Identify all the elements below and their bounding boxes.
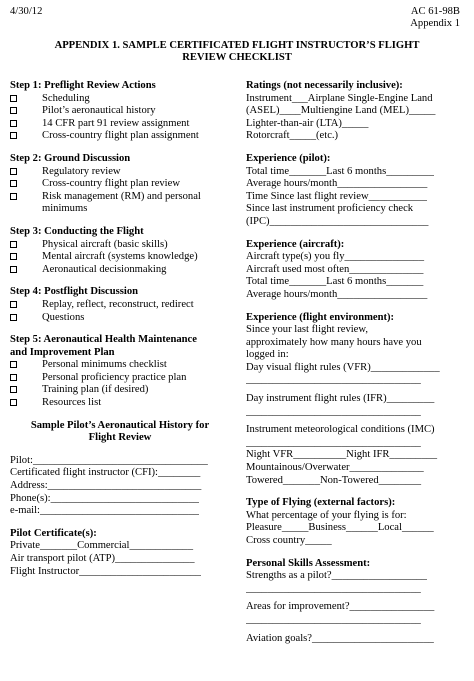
flying-type-heading: Type of Flying (external factors): (246, 497, 396, 509)
checklist-item[interactable]: Aeronautical decisionmaking (10, 264, 230, 277)
exp-env-heading: Experience (flight environment): (246, 311, 395, 323)
imc-field[interactable]: Instrument meteorological conditions (IMC) (246, 424, 435, 436)
history-title: Sample Pilot’s Aeronautical History for Flight Review (30, 419, 210, 444)
header-ref (410, 6, 460, 30)
aircraft-used-field[interactable]: Aircraft used most often______________ (246, 263, 424, 275)
checklist-item[interactable]: Questions (10, 312, 230, 325)
since-ipc-label: Since last instrument proficiency check (246, 203, 414, 215)
phone-field[interactable]: Phone(s):____________________________ (10, 492, 199, 504)
day-ifr-field[interactable]: Day instrument flight rules (IFR)_________ (246, 393, 435, 405)
env-intro: approximately how many hours have you (246, 336, 422, 348)
areas-field[interactable]: Areas for improvement?________________ (246, 601, 435, 613)
email-field[interactable]: e-mail:______________________________ (10, 505, 199, 517)
page-title-line-2: REVIEW CHECKLIST (182, 52, 292, 64)
checklist-item[interactable]: Cross-country flight plan review (10, 178, 230, 191)
checkbox-icon[interactable] (10, 361, 17, 368)
checkbox-icon[interactable] (10, 399, 17, 406)
blank-line[interactable]: _________________________________ (246, 613, 421, 625)
exp-aircraft-heading: Experience (aircraft): (246, 238, 345, 250)
certificate-heading: Pilot Certificate(s): (10, 527, 97, 539)
checkbox-icon[interactable] (10, 168, 17, 175)
goals-field[interactable]: Aviation goals?_______________________ (246, 632, 434, 644)
checkbox-icon[interactable] (10, 180, 17, 187)
env-intro: Since your last flight review, (246, 324, 368, 336)
checklist-item[interactable]: Personal proficiency practice plan (10, 372, 230, 385)
step1-heading: Step 1: Preflight Review Actions (10, 80, 156, 91)
checkbox-icon[interactable] (10, 314, 17, 321)
env-intro: logged in: (246, 349, 289, 361)
checklist-item[interactable]: Regulatory review (10, 166, 230, 179)
rating-asel-field[interactable]: (ASEL)____Multiengine Land (MEL)_____ (246, 105, 436, 117)
flight-instructor-field[interactable]: Flight Instructor_______________________ (10, 565, 201, 577)
blank-line[interactable]: _________________________________ (246, 582, 421, 594)
blank-line[interactable]: _________________________________ (246, 374, 421, 386)
strengths-field[interactable]: Strengths as a pilot?__________________ (246, 570, 427, 582)
ipc-field[interactable]: (IPC)______________________________ (246, 215, 429, 227)
checklist-item[interactable]: 14 CFR part 91 review assignment (10, 118, 230, 131)
left-column (10, 80, 230, 578)
aircraft-avg-field[interactable]: Average hours/month_________________ (246, 288, 428, 300)
total-time-field[interactable]: Total time_______Last 6 months_________ (246, 165, 434, 177)
step3-heading: Step 3: Conducting the Flight (10, 225, 144, 237)
header-date: 4/30/12 (10, 6, 43, 17)
rating-lta-field[interactable]: Lighter-than-air (LTA)_____ (246, 117, 369, 129)
checkbox-icon[interactable] (10, 193, 17, 200)
exp-pilot-heading: Experience (pilot): (246, 152, 331, 164)
towered-field[interactable]: Towered_______Non-Towered________ (246, 474, 422, 486)
checklist-item-continued: minimums (42, 203, 88, 215)
checkbox-icon[interactable] (10, 241, 17, 248)
checkbox-icon[interactable] (10, 374, 17, 381)
cross-country-field[interactable]: Cross country_____ (246, 535, 332, 546)
since-review-field[interactable]: Time Since last flight review___________ (246, 190, 427, 202)
avg-hours-field[interactable]: Average hours/month_________________ (246, 178, 428, 190)
checklist-item[interactable]: Replay, reflect, reconstruct, redirect (10, 299, 230, 312)
rating-rotorcraft-field[interactable]: Rotorcraft_____(etc.) (246, 130, 339, 142)
aircraft-total-field[interactable]: Total time_______Last 6 months_______ (246, 276, 424, 288)
checklist-item[interactable]: Resources list (10, 397, 230, 410)
private-commercial-field[interactable]: Private_______Commercial____________ (10, 540, 194, 552)
checklist-item[interactable]: Mental aircraft (systems knowledge) (10, 251, 230, 264)
checkbox-icon[interactable] (10, 266, 17, 273)
checkbox-icon[interactable] (10, 132, 17, 139)
right-column (246, 80, 468, 645)
header-ac-number: AC 61-98B (410, 6, 460, 17)
header-appendix: Appendix 1 (410, 18, 460, 29)
checkbox-icon[interactable] (10, 95, 17, 102)
skills-heading: Personal Skills Assessment: (246, 557, 371, 569)
ratings-heading: Ratings (not necessarily inclusive): (246, 80, 403, 91)
checklist-item[interactable]: Risk management (RM) and personal (10, 191, 230, 204)
mountainous-field[interactable]: Mountainous/Overwater______________ (246, 462, 424, 474)
step2-heading: Step 2: Ground Discussion (10, 152, 131, 164)
checklist-item[interactable]: Scheduling (10, 93, 230, 106)
aircraft-type-field[interactable]: Aircraft type(s) you fly_______________ (246, 251, 424, 263)
checklist-item[interactable]: Training plan (if desired) (10, 384, 230, 397)
pleasure-field[interactable]: Pleasure_____Business______Local______ (246, 522, 434, 534)
step5-heading: Step 5: Aeronautical Health Maintenance and Improvement Plan (10, 334, 197, 358)
page-title-line-1: APPENDIX 1. SAMPLE CERTIFICATED FLIGHT INSTRUCTOR’S FLIGHT (54, 40, 420, 51)
night-field[interactable]: Night VFR__________Night IFR_________ (246, 449, 438, 461)
checklist-item[interactable]: Personal minimums checklist (10, 359, 230, 372)
checklist-item[interactable]: Cross-country flight plan assignment (10, 130, 230, 143)
checkbox-icon[interactable] (10, 301, 17, 308)
checkbox-icon[interactable] (10, 120, 17, 127)
atp-field[interactable]: Air transport pilot (ATP)_______________ (10, 553, 195, 564)
pilot-field[interactable]: Pilot:_________________________________ (10, 454, 208, 466)
checkbox-icon[interactable] (10, 386, 17, 393)
day-vfr-field[interactable]: Day visual flight rules (VFR)_____________ (246, 361, 440, 373)
step4-heading: Step 4: Postflight Discussion (10, 286, 139, 298)
address-field[interactable]: Address:_____________________________ (10, 480, 202, 492)
checklist-item[interactable]: Physical aircraft (basic skills) (10, 239, 230, 252)
checklist-item[interactable]: Pilot’s aeronautical history (10, 105, 230, 118)
rating-instrument-field[interactable]: Instrument___Airplane Single-Engine Land (246, 92, 433, 104)
checkbox-icon[interactable] (10, 253, 17, 260)
cfi-field[interactable]: Certificated flight instructor (CFI):________ (10, 467, 201, 479)
page-title (0, 40, 474, 65)
flying-type-intro: What percentage of your flying is for: (246, 509, 407, 521)
checkbox-icon[interactable] (10, 107, 17, 114)
blank-line[interactable]: _________________________________ (246, 436, 421, 448)
blank-line[interactable]: _________________________________ (246, 405, 421, 417)
